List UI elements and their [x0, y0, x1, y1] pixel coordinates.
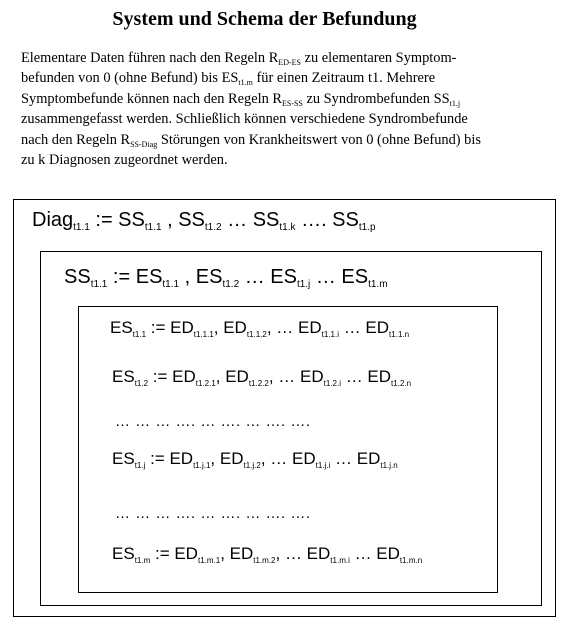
paragraph-line-1: Elementare Daten führen nach den Regeln $R_{ED-ES}$ zu elementaren Symptom-	[21, 50, 457, 67]
symptom-formula-m: $ES_{t1.m}$ := $ED_{t1.m.1}$, $ED_{t1.m.2}$, … $ED_{t1.m.i}$ … $ED_{t1.m.n}$	[112, 544, 423, 565]
paragraph-line-6: zu k Diagnosen zugeordnet werden.	[21, 152, 228, 169]
description-paragraph	[21, 48, 566, 170]
symptom-formula-j: $ES_{t1.j}$ := $ED_{t1.j.1}$, $ED_{t1.j.2}$, … $ED_{t1.j.i}$ … $ED_{t1.j.n}$	[112, 449, 398, 470]
diagnosis-formula: Diag$_{t1.1}$ := $SS_{t1.1}$ , $SS_{t1.2}$ … $SS_{t1.k}$ …. $SS_{t1.p}$	[32, 209, 376, 233]
symptom-formula-2: $ES_{t1.2}$ := $ED_{t1.2.1}$, $ED_{t1.2.2}$, … $ED_{t1.2.i}$ … $ED_{t1.2.n}$	[112, 367, 412, 388]
ellipsis-row-2: … … … …. … …. … …. ….	[115, 505, 311, 522]
page-title: System und Schema der Befundung	[112, 8, 417, 30]
syndrome-formula: $SS_{t1.1}$ := $ES_{t1.1}$ , $ES_{t1.2}$ … $ES_{t1.j}$ … $ES_{t1.m}$	[64, 266, 388, 290]
ellipsis-row-1: … … … …. … …. … …. ….	[115, 413, 311, 430]
paragraph-line-5: nach den Regeln $R_{SS-Diag}$ Störungen von Krankheitswert von 0 (ohne Befund) bis	[21, 131, 481, 149]
paragraph-line-4: zusammengefasst werden. Schließlich können verschiedene Syndrombefunde	[21, 111, 468, 128]
paragraph-line-3: Symptombefunde können nach den Regeln $R_{ES-SS}$ zu Syndrombefunden $SS_{t1.j}$	[21, 90, 461, 108]
paragraph-line-2: befunden von 0 (ohne Befund) bis $ES_{t1.m}$ für einen Zeitraum t1. Mehrere	[21, 70, 436, 88]
symptom-formula-1: $ES_{t1.1}$ := $ED_{t1.1.1}$, $ED_{t1.1.2}$, … $ED_{t1.1.i}$ … $ED_{t1.1.n}$	[110, 318, 410, 339]
